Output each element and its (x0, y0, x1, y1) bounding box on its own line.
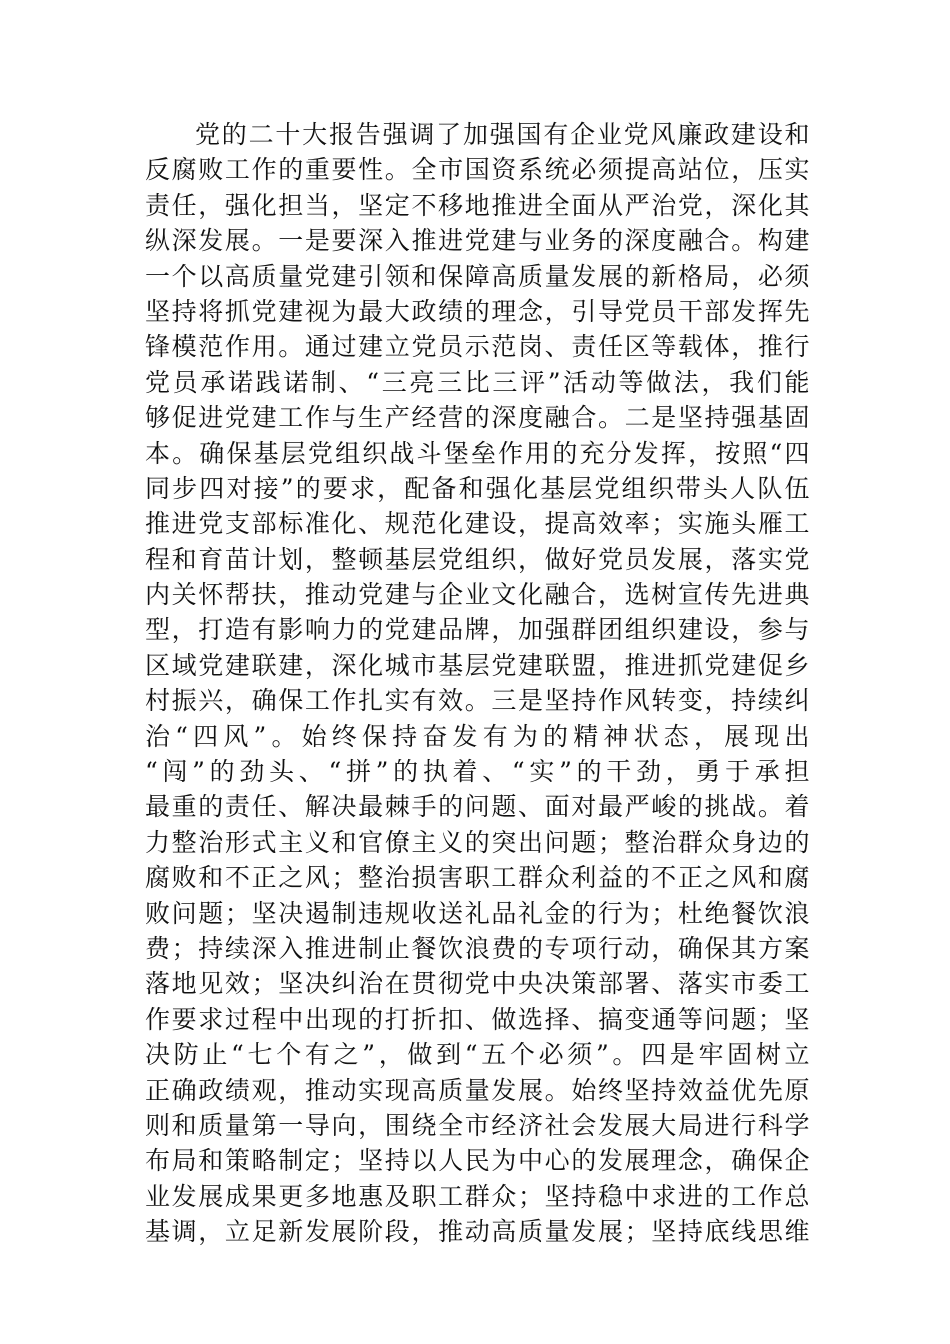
text-line: 正确政绩观，推动实现高质量发展。始终坚持效益优先原 (145, 1075, 810, 1105)
text-line: 党的二十大报告强调了加强国有企业党风廉政建设和 (195, 120, 810, 149)
text-line: 腐败和不正之风；整治损害职工群众利益的不正之风和腐 (145, 863, 810, 893)
text-line: 责任，强化担当，坚定不移地推进全面从严治党，深化其 (145, 190, 810, 220)
text-line: 本。确保基层党组织战斗堡垒作用的充分发挥，按照“四 (145, 438, 810, 468)
text-line: 纵深发展。一是要深入推进党建与业务的深度融合。构建 (145, 226, 810, 256)
text-line: 程和育苗计划，整顿基层党组织，做好党员发展，落实党 (145, 544, 810, 574)
text-line: 内关怀帮扶，推动党建与企业文化融合，选树宣传先进典 (145, 580, 810, 610)
text-line: 同步四对接”的要求，配备和强化基层党组织带头人队伍 (145, 473, 810, 503)
text-line: 费；持续深入推进制止餐饮浪费的专项行动，确保其方案 (145, 933, 810, 963)
text-line: 业发展成果更多地惠及职工群众；坚持稳中求进的工作总 (145, 1181, 810, 1211)
text-line: 推进党支部标准化、规范化建设，提高效率；实施头雁工 (145, 509, 810, 539)
text-line: 则和质量第一导向，围绕全市经济社会发展大局进行科学 (145, 1110, 810, 1140)
text-line: 区域党建联建，深化城市基层党建联盟，推进抓党建促乡 (145, 650, 810, 680)
text-line: 村振兴，确保工作扎实有效。三是坚持作风转变，持续纠 (145, 686, 810, 716)
text-line: 一个以高质量党建引领和保障高质量发展的新格局，必须 (145, 261, 810, 291)
text-line: 布局和策略制定；坚持以人民为中心的发展理念，确保企 (145, 1146, 810, 1176)
text-line: 作要求过程中出现的打折扣、做选择、搞变通等问题；坚 (145, 1004, 810, 1034)
text-line: 败问题；坚决遏制违规收送礼品礼金的行为；杜绝餐饮浪 (145, 898, 810, 928)
text-line: 决防止“七个有之”，做到“五个必须”。四是牢固树立 (145, 1040, 810, 1070)
text-line: 落地见效；坚决纠治在贯彻党中央决策部署、落实市委工 (145, 969, 810, 999)
text-line: 锋模范作用。通过建立党员示范岗、责任区等载体，推行 (145, 332, 810, 362)
text-line: 力整治形式主义和官僚主义的突出问题；整治群众身边的 (145, 827, 810, 857)
text-line: 基调，立足新发展阶段，推动高质量发展；坚持底线思维 (145, 1217, 810, 1247)
text-line: 治“四风”。始终保持奋发有为的精神状态，展现出 (145, 721, 810, 751)
text-line: 党员承诺践诺制、“三亮三比三评”活动等做法，我们能 (145, 367, 810, 397)
text-line: 反腐败工作的重要性。全市国资系统必须提高站位，压实 (145, 155, 810, 185)
text-line: 型，打造有影响力的党建品牌，加强群团组织建设，参与 (145, 615, 810, 645)
text-line: 够促进党建工作与生产经营的深度融合。二是坚持强基固 (145, 403, 810, 433)
text-line: 坚持将抓党建视为最大政绩的理念，引导党员干部发挥先 (145, 296, 810, 326)
body-paragraph (145, 117, 810, 1250)
text-line: “闯”的劲头、“拼”的执着、“实”的干劲，勇于承担 (145, 757, 810, 787)
text-line: 最重的责任、解决最棘手的问题、面对最严峻的挑战。着 (145, 792, 810, 822)
